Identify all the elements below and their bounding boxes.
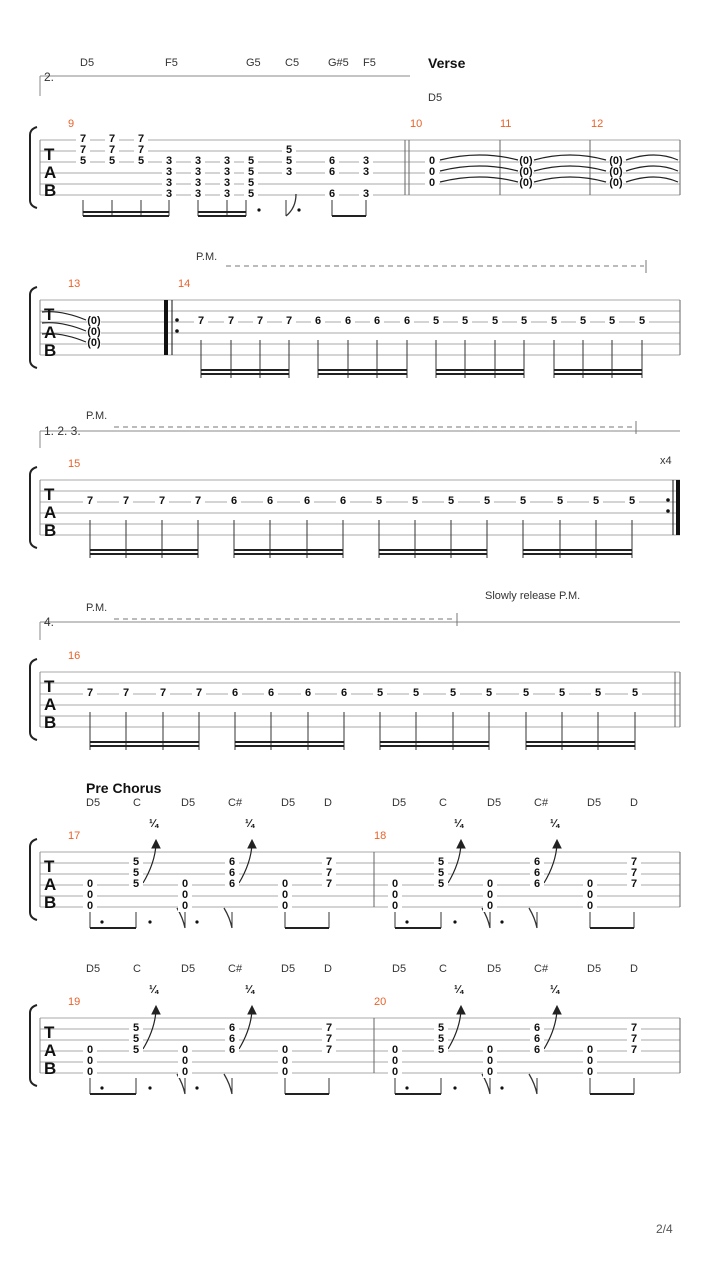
tab-note: 6 [225, 1034, 239, 1045]
tab-note: 6 [228, 688, 242, 699]
tab-note: 7 [627, 1045, 641, 1056]
bend-amount: ¼ [550, 818, 560, 830]
tab-note: 0 [483, 901, 497, 912]
tab-note: 3 [191, 189, 205, 200]
tab-note: 5 [244, 189, 258, 200]
tab-note: 7 [253, 316, 267, 327]
tab-note: 5 [409, 688, 423, 699]
tab-note: 0 [278, 1067, 292, 1078]
tab-note: 6 [530, 1023, 544, 1034]
tab-note: 7 [627, 879, 641, 890]
tab-note: 0 [278, 901, 292, 912]
tab-note: 6 [225, 868, 239, 879]
tab-clef-letter: T [44, 485, 55, 504]
repeat-dot [175, 318, 179, 322]
tab-note: 0 [178, 890, 192, 901]
tab-note: 0 [583, 879, 597, 890]
bend-arrowhead [248, 1006, 256, 1014]
tab-note: 6 [311, 316, 325, 327]
tab-note: 5 [517, 316, 531, 327]
tab-clef-letter: T [44, 305, 55, 324]
tab-note: 6 [264, 688, 278, 699]
flag [224, 908, 232, 928]
dot [500, 920, 503, 923]
tab-note: 5 [434, 1034, 448, 1045]
tab-note: 3 [162, 167, 176, 178]
tab-note: 5 [244, 167, 258, 178]
bend-arrowhead [248, 840, 256, 848]
tab-note: 3 [162, 156, 176, 167]
tab-note: 0 [83, 901, 97, 912]
tab-note: 5 [446, 688, 460, 699]
tab-note: 3 [282, 167, 296, 178]
tab-note: 7 [322, 868, 336, 879]
repeat-dot [175, 329, 179, 333]
palm-mute-label: P.M. [86, 410, 108, 422]
tab-note: 3 [191, 156, 205, 167]
measure-number: 9 [68, 118, 75, 130]
tab-note: 6 [370, 316, 384, 327]
tab-note: 3 [191, 178, 205, 189]
tab-note: 5 [372, 496, 386, 507]
tab-note: 6 [530, 868, 544, 879]
bend-amount: ¼ [550, 984, 560, 996]
staff-bracket [30, 127, 37, 208]
section-title: Pre Chorus [86, 780, 162, 796]
tab-note: (0) [87, 315, 101, 327]
tab-note: 5 [282, 145, 296, 156]
tab-note: 0 [178, 1045, 192, 1056]
tab-note: 7 [627, 868, 641, 879]
tab-note: 6 [301, 688, 315, 699]
chord-name: D5 [281, 963, 296, 975]
chord-name: D5 [86, 963, 101, 975]
tab-note: 5 [625, 496, 639, 507]
tab-note: 0 [483, 1067, 497, 1078]
tie [626, 155, 678, 160]
tab-note: 5 [244, 156, 258, 167]
repeat-count: x4 [660, 455, 672, 467]
tab-note: 0 [178, 901, 192, 912]
tab-note: 5 [434, 1045, 448, 1056]
tab-note: 5 [519, 688, 533, 699]
tab-note: 5 [555, 688, 569, 699]
chord-name: C [133, 963, 141, 975]
tab-note: 0 [388, 1067, 402, 1078]
tab-clef-letter: T [44, 857, 55, 876]
bend-arrowhead [457, 840, 465, 848]
tab-note: 5 [628, 688, 642, 699]
chord-name: D5 [181, 797, 196, 809]
tab-note: 7 [322, 1034, 336, 1045]
tab-note: 7 [134, 145, 148, 156]
dot [405, 920, 408, 923]
tab-note: 5 [282, 156, 296, 167]
tab-clef-letter: T [44, 677, 55, 696]
tab-note: (0) [519, 166, 533, 178]
dot [297, 208, 300, 211]
tab-note: 5 [129, 1045, 143, 1056]
staff-bracket [30, 287, 37, 368]
tab-clef-letter: A [44, 163, 57, 182]
volta-label: 1. 2. 3. [44, 424, 81, 438]
tie [534, 166, 606, 171]
tab-note: 5 [576, 316, 590, 327]
tab-note: 7 [194, 316, 208, 327]
tab-note: 5 [635, 316, 649, 327]
tab-note: 6 [227, 496, 241, 507]
bend-amount: ¼ [454, 818, 464, 830]
measure-number: 15 [68, 458, 81, 470]
tab-note: 5 [434, 1023, 448, 1034]
tab-clef-letter: A [44, 1041, 57, 1060]
tab-note: 0 [83, 1056, 97, 1067]
tab-note: 6 [300, 496, 314, 507]
tab-note: 3 [220, 178, 234, 189]
tab-note: 0 [425, 167, 439, 178]
tab-note: 7 [627, 1023, 641, 1034]
tab-note: 0 [278, 1056, 292, 1067]
tab-note: 3 [220, 156, 234, 167]
chord-name: C [439, 963, 447, 975]
tab-note: 0 [388, 890, 402, 901]
measure-number: 16 [68, 650, 81, 662]
measure-number: 10 [410, 118, 423, 130]
tab-note: (0) [87, 337, 101, 349]
tab-note: 5 [488, 316, 502, 327]
chord-name: C# [534, 797, 549, 809]
tab-note: 3 [162, 189, 176, 200]
chord-name: D5 [181, 963, 196, 975]
dot [100, 920, 103, 923]
chord-name: F5 [165, 57, 178, 69]
tab-note: 6 [325, 156, 339, 167]
tab-note: 5 [589, 496, 603, 507]
tab-note: 0 [583, 1067, 597, 1078]
tab-clef-letter: A [44, 695, 57, 714]
chord-name: D5 [392, 963, 407, 975]
tab-note: 7 [192, 688, 206, 699]
tab-note: 3 [191, 167, 205, 178]
dot [148, 920, 151, 923]
tab-note: 5 [458, 316, 472, 327]
tab-note: 6 [225, 879, 239, 890]
tab-note: 5 [482, 688, 496, 699]
dot [453, 920, 456, 923]
tab-note: 5 [553, 496, 567, 507]
tab-note: 0 [425, 178, 439, 189]
chord-name: D5 [392, 797, 407, 809]
tie [626, 166, 678, 171]
chord-name: D [324, 797, 332, 809]
chord-name: C# [228, 797, 243, 809]
volta-label: 2. [44, 70, 55, 84]
tab-note: 5 [547, 316, 561, 327]
tab-clef-letter: B [44, 181, 57, 200]
measure-number: 12 [591, 118, 604, 130]
tab-note: 0 [83, 1045, 97, 1056]
tab-note: 6 [325, 167, 339, 178]
dot [195, 1086, 198, 1089]
tab-note: 3 [220, 167, 234, 178]
chord-name: F5 [363, 57, 376, 69]
tab-note: 5 [129, 868, 143, 879]
bend-amount: ¼ [245, 984, 255, 996]
tab-note: 3 [359, 189, 373, 200]
chord-name: D5 [428, 92, 443, 104]
tab-note: 5 [444, 496, 458, 507]
tab-clef-letter: B [44, 521, 57, 540]
chord-name: D [630, 797, 638, 809]
tab-note: 0 [278, 1045, 292, 1056]
tab-note: 0 [425, 156, 439, 167]
staff-bracket [30, 839, 37, 920]
chord-name: C [439, 797, 447, 809]
tab-note: (0) [519, 177, 533, 189]
tab-note: 0 [583, 901, 597, 912]
tab-clef-letter: B [44, 893, 57, 912]
palm-mute-label: P.M. [196, 251, 218, 263]
tab-note: 7 [322, 1045, 336, 1056]
tab-note: 0 [388, 901, 402, 912]
bend-amount: ¼ [454, 984, 464, 996]
chord-name: D5 [86, 797, 101, 809]
tab-note: 0 [83, 890, 97, 901]
staff-bracket [30, 467, 37, 548]
chord-name: C# [534, 963, 549, 975]
tab-note: 6 [337, 688, 351, 699]
tie [534, 155, 606, 160]
tab-clef-letter: T [44, 1023, 55, 1042]
tab-note: 7 [76, 134, 90, 145]
tab-note: 6 [263, 496, 277, 507]
chord-name: D5 [587, 797, 602, 809]
tab-note: (0) [87, 326, 101, 338]
tab-note: 6 [225, 1023, 239, 1034]
tab-note: 0 [83, 879, 97, 890]
tab-note: 0 [583, 1045, 597, 1056]
tab-note: 0 [483, 1056, 497, 1067]
tab-note: 5 [434, 857, 448, 868]
tab-clef-letter: A [44, 503, 57, 522]
tab-note: 5 [605, 316, 619, 327]
measure-number: 19 [68, 996, 81, 1008]
tab-note: 5 [134, 156, 148, 167]
measure-number: 14 [178, 278, 191, 290]
chord-name: G#5 [328, 57, 349, 69]
tab-note: 0 [278, 890, 292, 901]
tab-note: 0 [483, 1045, 497, 1056]
measure-number: 13 [68, 278, 81, 290]
tab-note: 5 [129, 879, 143, 890]
tab-note: 0 [278, 879, 292, 890]
tab-note: 6 [530, 1045, 544, 1056]
tab-note: 0 [178, 1056, 192, 1067]
staff-bracket [30, 659, 37, 740]
tab-note: 5 [129, 857, 143, 868]
flag [286, 194, 296, 216]
tab-note: 3 [162, 178, 176, 189]
flag [529, 908, 537, 928]
flag [529, 1074, 537, 1094]
chord-name: D5 [80, 57, 95, 69]
tab-note: 0 [483, 890, 497, 901]
tab-note: 0 [83, 1067, 97, 1078]
bend-arrowhead [553, 840, 561, 848]
chord-name: C5 [285, 57, 300, 69]
dot [148, 1086, 151, 1089]
tab-note: 5 [591, 688, 605, 699]
tab-note: 7 [105, 145, 119, 156]
tab-note: 7 [322, 857, 336, 868]
tab-note: 7 [322, 1023, 336, 1034]
tab-note: 7 [83, 496, 97, 507]
repeat-dot [666, 498, 670, 502]
tab-note: 5 [516, 496, 530, 507]
chord-name: D [630, 963, 638, 975]
tab-note: 6 [530, 879, 544, 890]
tab-note: 5 [129, 1034, 143, 1045]
tab-note: 3 [220, 189, 234, 200]
measure-number: 20 [374, 996, 387, 1008]
tab-note: 5 [434, 868, 448, 879]
tab-note: 5 [76, 156, 90, 167]
tab-note: (0) [609, 166, 623, 178]
tab-note: 7 [119, 496, 133, 507]
chord-name: D [324, 963, 332, 975]
release-label: Slowly release P.M. [485, 590, 581, 602]
tab-note: 5 [129, 1023, 143, 1034]
tab-note: 0 [583, 1056, 597, 1067]
tab-clef-letter: B [44, 1059, 57, 1078]
tab-note: 7 [627, 857, 641, 868]
tab-note: 0 [583, 890, 597, 901]
chord-name: D5 [487, 797, 502, 809]
measure-number: 17 [68, 830, 81, 842]
bend-arrowhead [152, 840, 160, 848]
bend-arrowhead [152, 1006, 160, 1014]
dot [500, 1086, 503, 1089]
tab-note: 0 [388, 1045, 402, 1056]
tab-clef-letter: T [44, 145, 55, 164]
measure-number: 11 [500, 118, 512, 130]
bend-arrowhead [457, 1006, 465, 1014]
tab-note: 6 [225, 1045, 239, 1056]
tab-note: 6 [530, 1034, 544, 1045]
tab-note: 3 [359, 156, 373, 167]
chord-name: C# [228, 963, 243, 975]
chord-name: D5 [281, 797, 296, 809]
tab-note: 0 [388, 879, 402, 890]
tab-note: 7 [134, 134, 148, 145]
tie [534, 177, 606, 182]
tab-note: 0 [178, 1067, 192, 1078]
tab-note: 5 [105, 156, 119, 167]
dot [195, 920, 198, 923]
tab-note: 7 [76, 145, 90, 156]
tab-note: 5 [434, 879, 448, 890]
tab-note: 0 [178, 879, 192, 890]
chord-name: C [133, 797, 141, 809]
section-title: Verse [428, 55, 466, 71]
tab-note: 7 [105, 134, 119, 145]
chord-name: D5 [587, 963, 602, 975]
tab-note: 0 [483, 879, 497, 890]
tab-note: 6 [530, 857, 544, 868]
tab-note: 0 [388, 1056, 402, 1067]
tab-note: 6 [341, 316, 355, 327]
tab-clef-letter: B [44, 713, 57, 732]
tab-note: 7 [156, 688, 170, 699]
tab-note: 7 [282, 316, 296, 327]
chord-name: D5 [487, 963, 502, 975]
bend-arrowhead [553, 1006, 561, 1014]
dot [257, 208, 260, 211]
tie [440, 155, 518, 160]
tab-note: 3 [359, 167, 373, 178]
dot [453, 1086, 456, 1089]
tab-note: 5 [244, 178, 258, 189]
bend-amount: ¼ [149, 984, 159, 996]
tab-note: 7 [322, 879, 336, 890]
tab-note: 7 [155, 496, 169, 507]
dot [100, 1086, 103, 1089]
tab-note: 7 [627, 1034, 641, 1045]
tab-note: 7 [191, 496, 205, 507]
tab-clef-letter: A [44, 875, 57, 894]
flag [224, 1074, 232, 1094]
tab-note: 7 [224, 316, 238, 327]
tab-note: (0) [519, 155, 533, 167]
tie [440, 177, 518, 182]
tab-note: 7 [119, 688, 133, 699]
tab-note: 6 [400, 316, 414, 327]
volta-label: 4. [44, 615, 55, 629]
palm-mute-label: P.M. [86, 602, 108, 614]
repeat-dot [666, 509, 670, 513]
dot [405, 1086, 408, 1089]
tab-note: 7 [83, 688, 97, 699]
tab-note: 5 [373, 688, 387, 699]
chord-name: G5 [246, 57, 261, 69]
tie [626, 177, 678, 182]
bend-amount: ¼ [245, 818, 255, 830]
tab-note: 6 [336, 496, 350, 507]
tab-note: 6 [325, 189, 339, 200]
tab-note: (0) [609, 177, 623, 189]
tie [440, 166, 518, 171]
tab-clef-letter: A [44, 323, 57, 342]
tab-note: 6 [225, 857, 239, 868]
tab-note: 5 [429, 316, 443, 327]
staff-bracket [30, 1005, 37, 1086]
tab-note: 5 [408, 496, 422, 507]
measure-number: 18 [374, 830, 387, 842]
tab-note: (0) [609, 155, 623, 167]
tab-clef-letter: B [44, 341, 57, 360]
bend-amount: ¼ [149, 818, 159, 830]
page-number: 2/4 [656, 1222, 673, 1236]
tab-note: 5 [480, 496, 494, 507]
